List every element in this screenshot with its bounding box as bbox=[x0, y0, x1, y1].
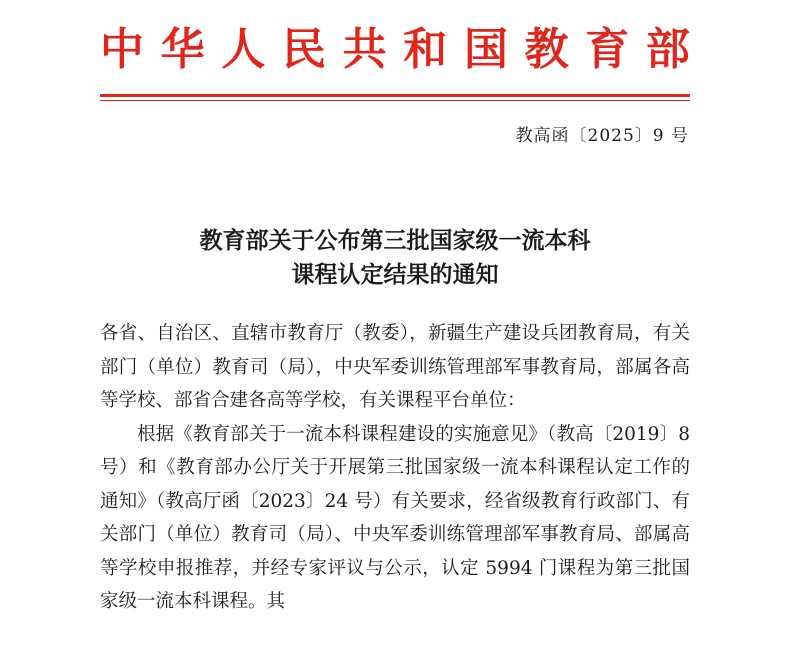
masthead-rule-thick bbox=[100, 94, 690, 97]
document-number: 教高函〔2025〕9 号 bbox=[515, 126, 689, 146]
masthead-char: 国 bbox=[463, 24, 508, 75]
masthead-char: 育 bbox=[585, 24, 630, 75]
masthead-char: 教 bbox=[524, 24, 569, 75]
body-paragraph: 根据《教育部关于一流本科课程建设的实施意见》（教高〔2019〕8 号）和《教育部办公厅关于开展第三批国家级一流本科课程认定工作的通知》（教高厅函〔2023〕24 号）有关要求，经省级教育行政部门、有关部门（单位）教育司（局）、中央军委训练管理部军事教育局、部属高等学校申报推荐，并经专家评议与公示，认定 5994 门课程为第三批国家级一流本科课程。其 bbox=[100, 423, 690, 612]
masthead-char: 华 bbox=[160, 24, 205, 75]
document-title bbox=[100, 224, 690, 292]
document-title-line: 课程认定结果的通知 bbox=[291, 262, 499, 288]
document-title-line: 教育部关于公布第三批国家级一流本科 bbox=[199, 228, 591, 254]
masthead-char: 中 bbox=[100, 24, 144, 75]
masthead-char: 和 bbox=[403, 24, 448, 75]
document-body bbox=[100, 317, 690, 619]
masthead-char: 部 bbox=[645, 24, 690, 75]
masthead-rule-thin bbox=[100, 100, 690, 101]
masthead-char: 共 bbox=[342, 24, 387, 75]
masthead-char: 民 bbox=[281, 24, 326, 75]
addressee-paragraph: 各省、自治区、直辖市教育厅（教委），新疆生产建设兵团教育局，有关部门（单位）教育司（局），中央军委训练管理部军事教育局，部属各高等学校、部省合建各高等学校，有关课程平台单位： bbox=[100, 323, 690, 411]
masthead bbox=[100, 22, 690, 78]
masthead-char: 人 bbox=[221, 24, 266, 75]
